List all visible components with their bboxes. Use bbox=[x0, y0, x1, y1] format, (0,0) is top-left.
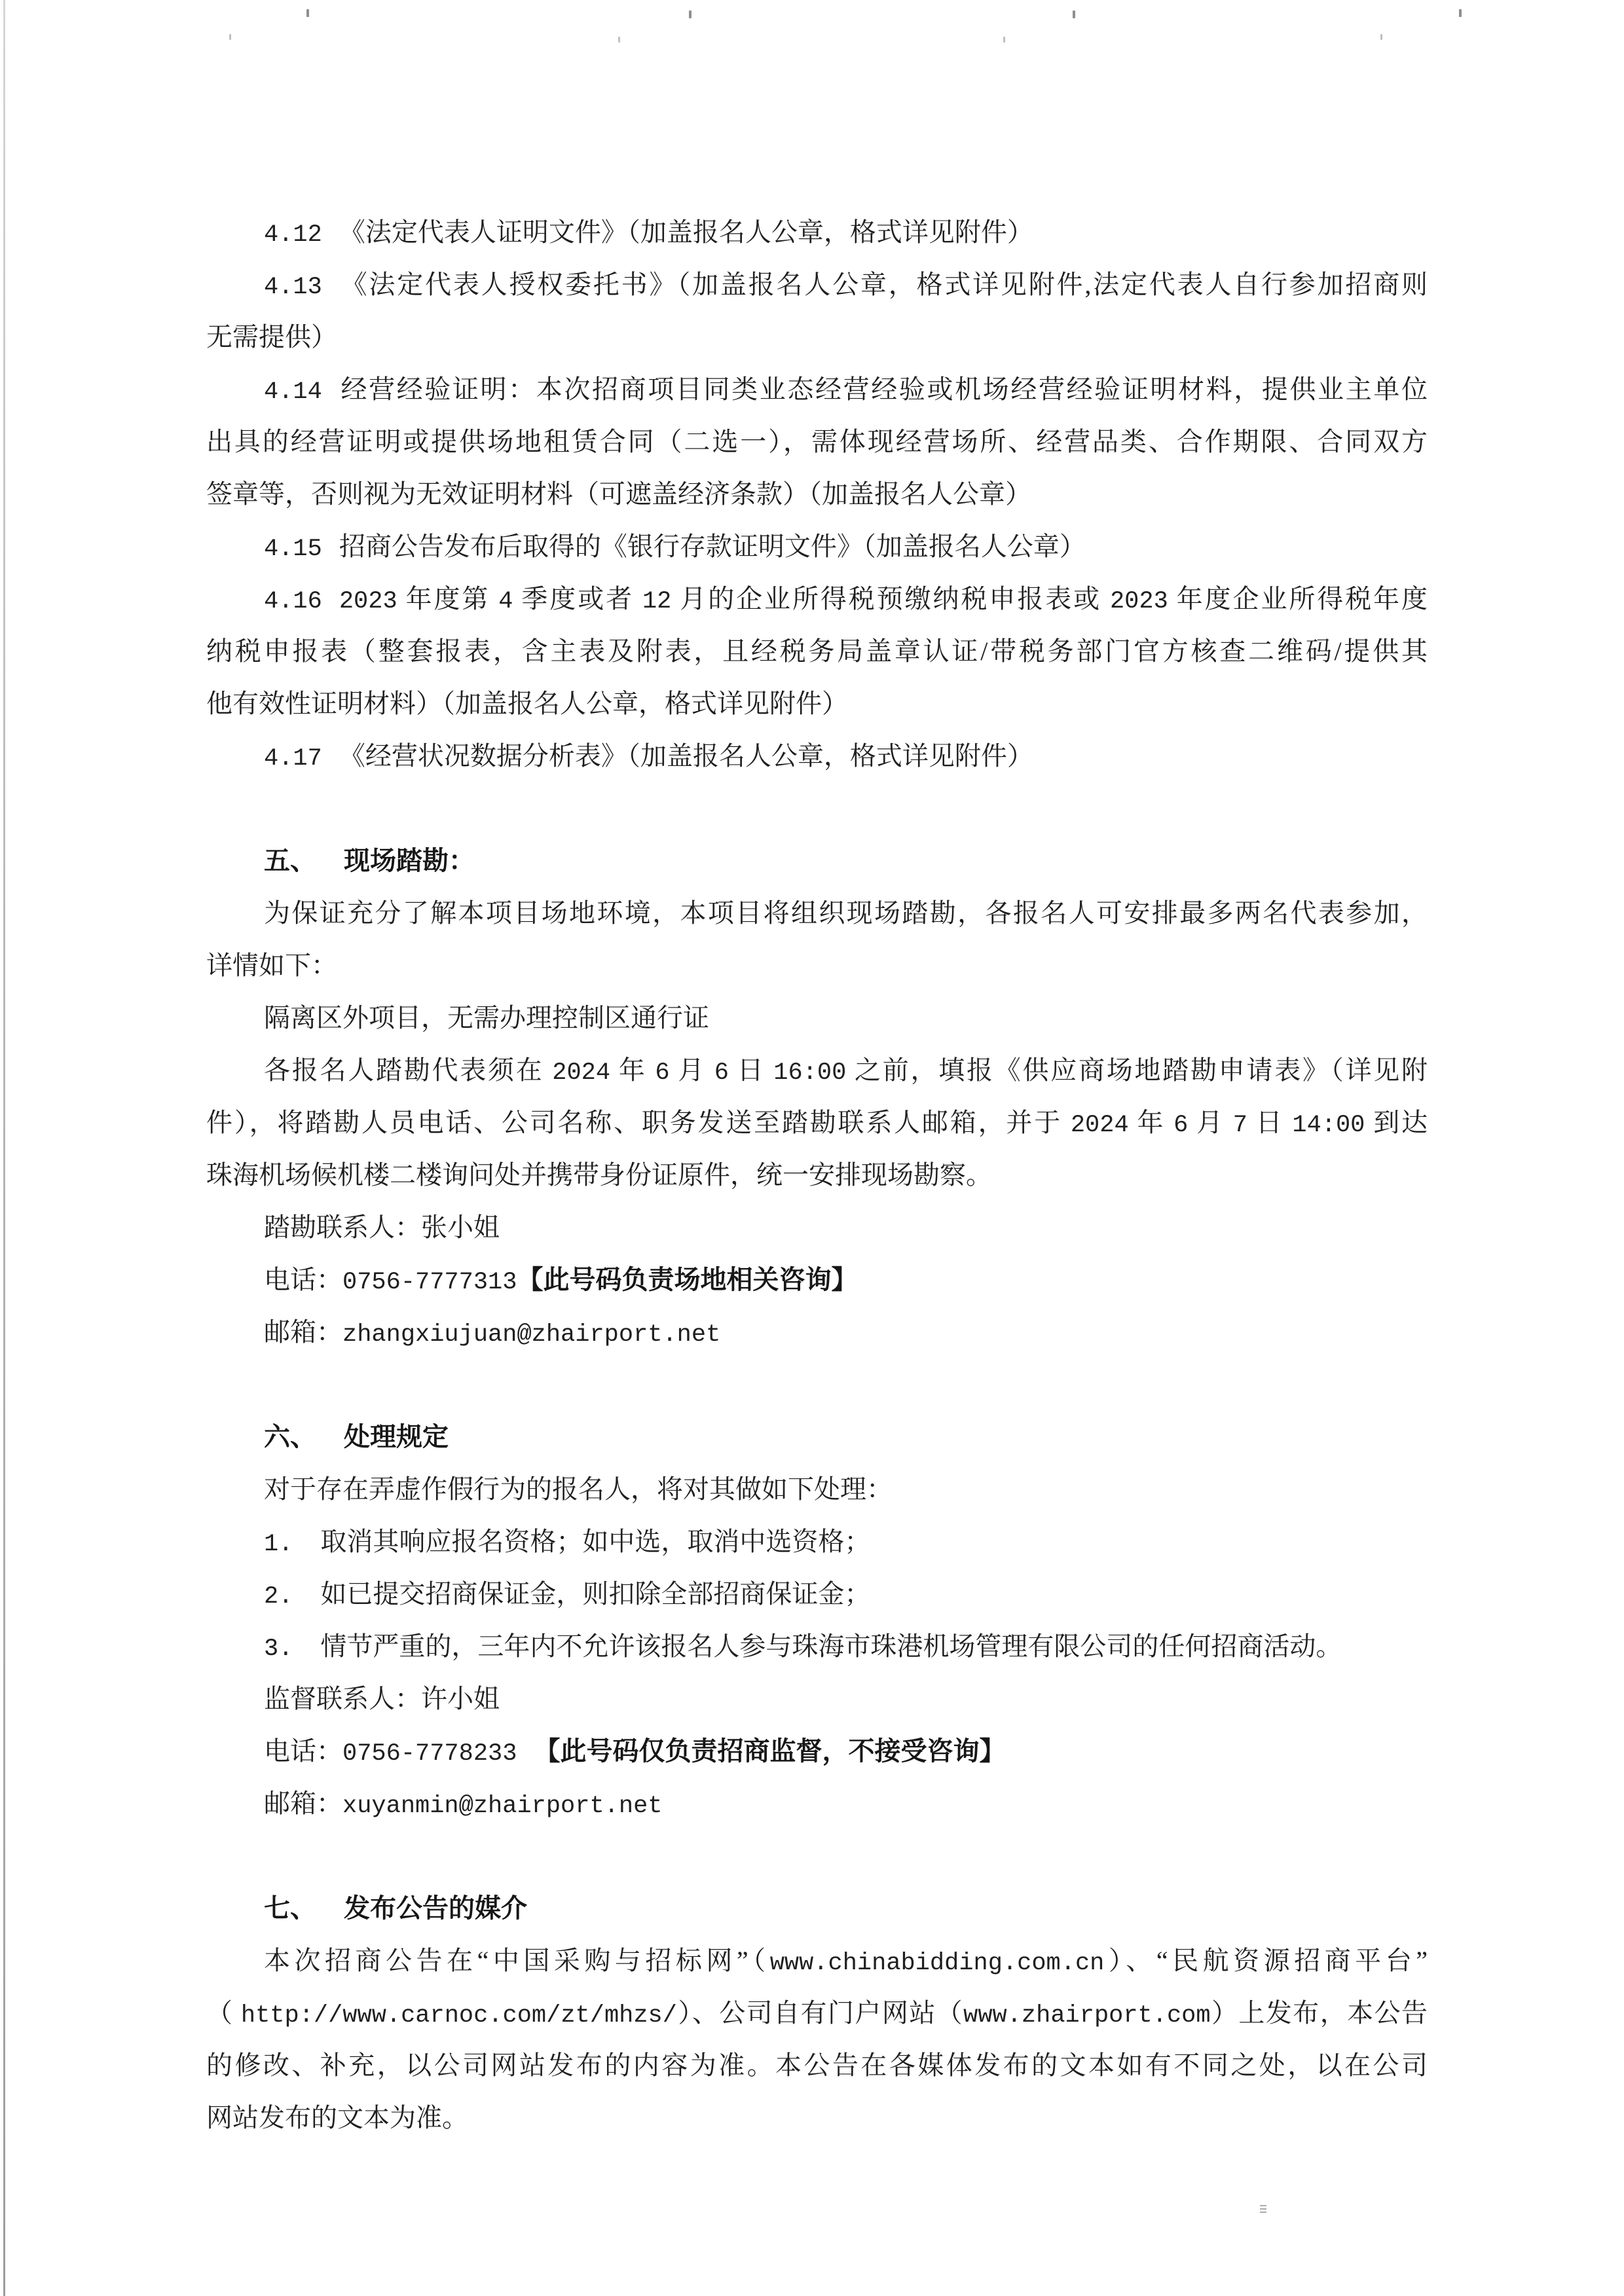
heading-5-segment-0: 五、 bbox=[264, 846, 316, 875]
contact-survey-email-segment-1: zhangxiujuan@zhairport.net bbox=[342, 1321, 721, 1349]
contact-supervision-email-segment-1: xuyanmin@zhairport.net bbox=[342, 1793, 663, 1820]
contact-supervision-name-segment-0: 监督联系人：许小姐 bbox=[264, 1684, 500, 1713]
para-5-2-segment-0: 隔离区外项目，无需办理控制区通行证 bbox=[264, 1003, 709, 1032]
para-7-a bbox=[206, 1935, 1428, 1987]
para-5-3a-segment-6: 日 bbox=[729, 1055, 774, 1085]
para-5-3b bbox=[206, 1097, 1428, 1149]
scan-artifact bbox=[1380, 34, 1382, 40]
line-4-16-segment-0: 4.16 bbox=[264, 588, 322, 615]
list-item-1 bbox=[206, 1516, 1428, 1568]
para-5-3b-segment-0: 件），将踏勘人员电话、公司名称、职务发送至踏勘联系人邮箱，并于 bbox=[206, 1108, 1071, 1137]
line-4-16-segment-3: 4 bbox=[498, 588, 513, 615]
contact-supervision-email-segment-0: 邮箱： bbox=[264, 1789, 342, 1818]
line-4-14-cont-1 bbox=[206, 416, 1428, 468]
list-item-3-segment-0: 3. bbox=[264, 1635, 293, 1663]
line-4-16-cont-2-segment-0: 他有效性证明材料）（加盖报名人公章，格式详见附件） bbox=[206, 689, 848, 718]
para-7-c bbox=[206, 2039, 1428, 2092]
line-4-16-cont-1-segment-0: 纳税申报表（整套报表，含主表及附表，且经税务局盖章认证/带税务部门官方核查二维码/提供其 bbox=[206, 636, 1428, 666]
contact-supervision-phone-segment-2: 【此号码仅负责招商监督，不接受咨询】 bbox=[534, 1736, 1006, 1766]
line-4-13-cont bbox=[206, 311, 1428, 363]
para-7-b-segment-2: ）、公司自有门户网站（ bbox=[676, 1998, 964, 2028]
document-body bbox=[206, 206, 1428, 2144]
line-4-14-segment-1: 经营经验证明：本次招商项目同类业态经营经验或机场经营经验证明材料，提供业主单位 bbox=[339, 374, 1428, 404]
para-5-3c bbox=[206, 1149, 1428, 1201]
para-7-b-segment-1: http://www.carnoc.com/zt/mhzs/ bbox=[240, 2002, 677, 2030]
para-7-b-segment-4: ）上发布，本公告 bbox=[1210, 1998, 1428, 2028]
para-6-intro-segment-0: 对于存在弄虚作假行为的报名人，将对其做如下处理： bbox=[264, 1474, 893, 1504]
heading-7 bbox=[206, 1882, 1428, 1935]
list-item-2-segment-1: 如已提交招商保证金，则扣除全部招商保证金； bbox=[320, 1579, 871, 1609]
line-4-17-segment-0: 4.17 bbox=[264, 745, 322, 773]
line-4-16-cont-1 bbox=[206, 625, 1428, 678]
scan-artifact bbox=[1459, 9, 1462, 17]
line-4-13-segment-0: 4.13 bbox=[264, 274, 322, 301]
line-4-12 bbox=[206, 206, 1428, 259]
para-5-3a-segment-0: 各报名人踏勘代表须在 bbox=[264, 1055, 553, 1085]
line-4-14 bbox=[206, 363, 1428, 416]
para-7-a-segment-0: 本次招商公告在“中国采购与招标网”（ bbox=[264, 1946, 770, 1975]
para-5-3b-segment-7: 14:00 bbox=[1292, 1112, 1365, 1139]
heading-7-segment-0: 七、 bbox=[264, 1893, 316, 1923]
contact-survey-name-segment-0: 踏勘联系人：张小姐 bbox=[264, 1212, 500, 1242]
heading-6-segment-1: 处理规定 bbox=[344, 1422, 449, 1451]
para-5-3a-segment-1: 2024 bbox=[552, 1059, 611, 1087]
para-5-3c-segment-0: 珠海机场候机楼二楼询问处并携带身份证原件，统一安排现场勘察。 bbox=[206, 1160, 992, 1190]
para-7-d bbox=[206, 2092, 1428, 2144]
line-4-15-segment-0: 4.15 bbox=[264, 536, 322, 563]
para-5-1a bbox=[206, 887, 1428, 939]
line-4-16-segment-1: 2023 bbox=[339, 588, 397, 615]
line-4-17 bbox=[206, 730, 1428, 782]
heading-5 bbox=[206, 835, 1428, 887]
list-item-2 bbox=[206, 1568, 1428, 1620]
heading-6 bbox=[206, 1411, 1428, 1463]
list-item-1-segment-1: 取消其响应报名资格；如中选，取消中选资格； bbox=[320, 1527, 871, 1556]
scan-artifact bbox=[306, 9, 309, 17]
contact-supervision-phone-segment-0: 电话： bbox=[264, 1736, 342, 1766]
heading-7-segment-1: 发布公告的媒介 bbox=[344, 1893, 527, 1923]
line-4-13-segment-1: 《法定代表人授权委托书》（加盖报名人公章，格式详见附件,法定代表人自行参加招商则 bbox=[339, 270, 1428, 299]
para-5-3b-segment-4: 月 bbox=[1188, 1108, 1233, 1137]
scan-artifact bbox=[1003, 37, 1005, 43]
line-4-16-segment-8: 年度企业所得税年度 bbox=[1168, 584, 1428, 613]
list-item-3 bbox=[206, 1620, 1428, 1673]
line-4-16-segment-5: 12 bbox=[642, 588, 672, 615]
contact-survey-phone bbox=[206, 1254, 1428, 1306]
list-item-2-segment-0: 2. bbox=[264, 1583, 293, 1611]
para-5-3b-segment-5: 7 bbox=[1232, 1112, 1247, 1139]
list-item-1-segment-0: 1. bbox=[264, 1531, 293, 1558]
contact-supervision-name bbox=[206, 1673, 1428, 1725]
contact-supervision-phone bbox=[206, 1725, 1428, 1777]
para-5-3a bbox=[206, 1044, 1428, 1097]
para-5-3a-segment-2: 年 bbox=[610, 1055, 655, 1085]
list-item-3-segment-1: 情节严重的，三年内不允许该报名人参与珠海市珠港机场管理有限公司的任何招商活动。 bbox=[320, 1631, 1342, 1661]
para-7-a-segment-2: ）、“民航资源招商平台” bbox=[1104, 1946, 1428, 1975]
line-4-13-cont-segment-0: 无需提供） bbox=[206, 322, 337, 352]
line-4-15 bbox=[206, 520, 1428, 573]
contact-survey-email-segment-0: 邮箱： bbox=[264, 1317, 342, 1347]
line-4-16-segment-4: 季度或者 bbox=[513, 584, 642, 613]
line-4-14-cont-1-segment-0: 出具的经营证明或提供场地租赁合同（二选一），需体现经营场所、经营品类、合作期限、合同双方 bbox=[206, 427, 1428, 456]
scan-edge-line bbox=[3, 0, 5, 2296]
line-4-16-segment-7: 2023 bbox=[1109, 588, 1168, 615]
scan-artifact bbox=[1260, 2205, 1266, 2214]
line-4-12-segment-0: 4.12 bbox=[264, 221, 322, 249]
para-5-3a-segment-5: 6 bbox=[714, 1059, 729, 1087]
line-4-13 bbox=[206, 259, 1428, 311]
para-7-b-segment-0: （ bbox=[206, 1998, 241, 2028]
contact-survey-phone-segment-2: 【此号码负责场地相关咨询】 bbox=[517, 1265, 858, 1294]
contact-supervision-email bbox=[206, 1777, 1428, 1830]
para-5-1a-segment-0: 为保证充分了解本项目场地环境，本项目将组织现场踏勘，各报名人可安排最多两名代表参加， bbox=[264, 898, 1428, 928]
para-5-3a-segment-3: 6 bbox=[655, 1059, 670, 1087]
para-7-d-segment-0: 网站发布的文本为准。 bbox=[206, 2103, 468, 2132]
para-5-3b-segment-2: 年 bbox=[1128, 1108, 1174, 1137]
line-4-14-cont-2-segment-0: 签章等，否则视为无效证明材料（可遮盖经济条款）（加盖报名人公章） bbox=[206, 479, 1031, 509]
line-4-16-segment-2: 年度第 bbox=[397, 584, 499, 613]
contact-supervision-phone-segment-1: 0756-7778233 bbox=[342, 1740, 517, 1768]
line-4-15-segment-1: 招商公告发布后取得的《银行存款证明文件》（加盖报名人公章） bbox=[339, 532, 1086, 561]
scan-artifact bbox=[689, 10, 692, 18]
para-7-b bbox=[206, 1987, 1428, 2039]
para-5-3a-segment-8: 之前，填报《供应商场地踏勘申请表》（详见附 bbox=[846, 1055, 1428, 1085]
contact-survey-phone-segment-0: 电话： bbox=[264, 1265, 342, 1294]
para-5-3b-segment-6: 日 bbox=[1247, 1108, 1293, 1137]
line-4-16 bbox=[206, 573, 1428, 625]
line-4-14-cont-2 bbox=[206, 468, 1428, 520]
contact-survey-name bbox=[206, 1201, 1428, 1254]
para-5-3a-segment-7: 16:00 bbox=[773, 1059, 847, 1087]
line-4-16-segment-6: 月的企业所得税预缴纳税申报表或 bbox=[671, 584, 1110, 613]
para-5-3b-segment-8: 到达 bbox=[1365, 1108, 1428, 1137]
para-5-3a-segment-4: 月 bbox=[669, 1055, 714, 1085]
scan-artifact bbox=[618, 37, 620, 43]
para-5-2 bbox=[206, 992, 1428, 1044]
scan-artifact bbox=[229, 34, 231, 40]
scan-artifact bbox=[1073, 10, 1075, 18]
para-7-c-segment-0: 的修改、补充，以公司网站发布的内容为准。本公告在各媒体发布的文本如有不同之处，以在公司 bbox=[206, 2050, 1428, 2080]
para-5-1b-segment-0: 详情如下： bbox=[206, 951, 337, 980]
para-7-a-segment-1: www.chinabidding.com.cn bbox=[769, 1950, 1105, 1977]
heading-5-segment-1: 现场踏勘： bbox=[344, 846, 475, 875]
para-6-intro bbox=[206, 1463, 1428, 1516]
line-4-17-segment-1: 《经营状况数据分析表》（加盖报名人公章，格式详见附件） bbox=[339, 741, 1033, 771]
contact-survey-phone-segment-1: 0756-7777313 bbox=[342, 1269, 517, 1296]
para-5-1b bbox=[206, 939, 1428, 992]
contact-survey-email bbox=[206, 1306, 1428, 1358]
line-4-16-cont-2 bbox=[206, 678, 1428, 730]
heading-6-segment-0: 六、 bbox=[264, 1422, 316, 1451]
para-5-3b-segment-1: 2024 bbox=[1070, 1112, 1129, 1139]
para-5-3b-segment-3: 6 bbox=[1173, 1112, 1189, 1139]
line-4-12-segment-1: 《法定代表人证明文件》（加盖报名人公章，格式详见附件） bbox=[339, 217, 1033, 247]
para-7-b-segment-3: www.zhairport.com bbox=[963, 2002, 1211, 2030]
line-4-14-segment-0: 4.14 bbox=[264, 378, 322, 406]
